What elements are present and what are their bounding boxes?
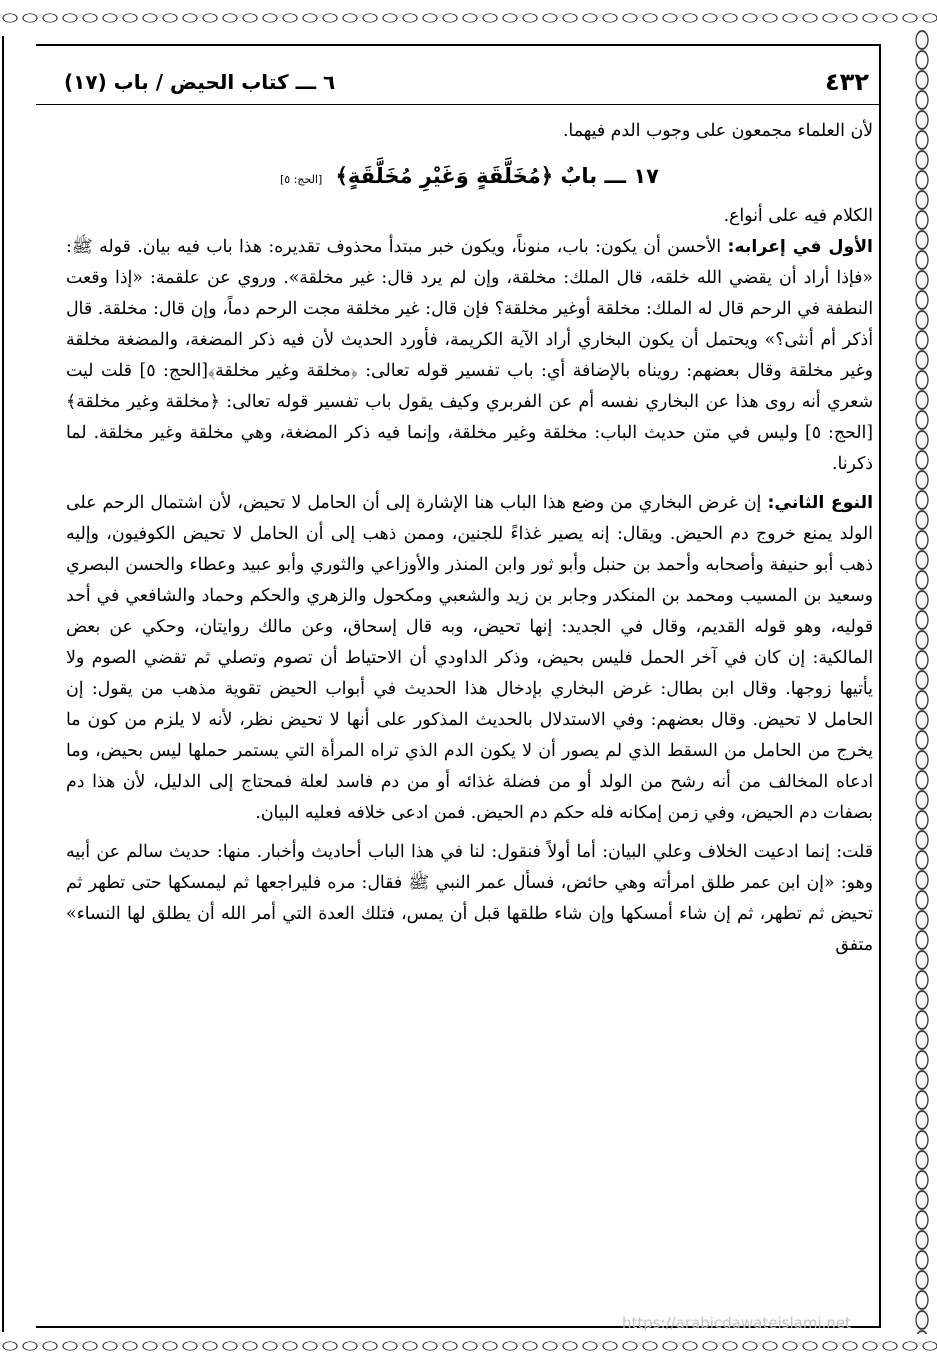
paragraph-1 (66, 201, 873, 232)
right-ornamental-border (911, 30, 933, 1334)
chapter-heading-text: ١٧ ـــ بابٌ ﴿مُخَلَّقَةٍ وَغَيْرِ مُخَلَّقَةٍ﴾ (335, 164, 659, 188)
chapter-heading-ref: [الحج: ٥] (279, 173, 323, 186)
page-header (36, 64, 879, 105)
top-ornamental-border (0, 6, 937, 30)
running-title: ٦ ـــ كتاب الحيض / باب (١٧) (64, 70, 336, 94)
paragraph-4-text: قلت: إنما ادعيت الخلاف وعلي البيان: أما أولاً فنقول: لنا في هذا الباب أحاديث وأخبار. منها: حديث سالم عن أبيه وهو: «إن ابن عمر طلق امرأته وهي حائض، فسأل عمر النبي ﷺ فقال: مره فليراجعها ثم ليمسكها حتى تطهر ثم تحيض ثم تطهر، ثم إن شاء أمسكها وإن شاء طلقها قبل أن يمس، فتلك العدة التي أمر الله أن يطلق لها النساء» متفق (66, 842, 873, 955)
paragraph-4 (66, 837, 873, 961)
paragraph-3-lead: النوع الثاني: (767, 493, 874, 513)
page-frame (36, 44, 881, 1328)
page-body (66, 116, 873, 1322)
left-border-rule (2, 36, 4, 1332)
chapter-heading (66, 161, 873, 195)
paragraph-2-text: الأحسن أن يكون: باب، منوناً، ويكون خبر مبتدأ محذوف تقديره: هذا باب فيه بيان. قوله ﷺ: «فإذا أراد أن يقضي الله خلقه، قال الملك: مخلقة، وإن لم يرد قال: غير مخلقة». وروي عن علقمة: «إذا وقعت النطفة في الرحم قال له الملك: مخلقة أوغير مخلقة؟ فإن قال: غير مخلقة مجت الرحم دماً، وإن قال: مخلقة. قال أذكر أم أنثى؟» ويحتمل أن يكون البخاري أراد الآية الكريمة، فأورد الحديث لأن فيه ذكر المضغة، والمضغة مخلقة وغير مخلقة وقال بعضهم: رويناه بالإضافة أي: باب تفسير قوله تعالى: ﴿مخلقة وغير مخلقة﴾[الحج: ٥] قلت ليت شعري أنه روى هذا عن البخاري نفسه أم عن الفربري وكيف يقول باب تفسير قوله تعالى: ﴿مخلقة وغير مخلقة﴾ [الحج: ٥] وليس في متن حديث الباب: مخلقة وغير مخلقة، وإنما فيه ذكر المضغة، وهي مخلقة وغير مخلقة. لما ذكرنا. (66, 237, 874, 474)
paragraph-2-lead: الأول في إعرابه: (727, 237, 873, 257)
paragraph-2 (66, 232, 873, 480)
watermark-url: https://arabicdawateislami.net (621, 1314, 851, 1332)
page-number: ٤٣٢ (825, 68, 869, 96)
intro-line: لأن العلماء مجمعون على وجوب الدم فيهما. (562, 121, 873, 141)
paragraph-3-text: إن غرض البخاري من وضع هذا الباب هنا الإشارة إلى أن الحامل لا تحيض، لأن اشتمال الرحم على الولد يمنع خروج دم الحيض. ويقال: إنه يصير غذاءً للجنين، وممن ذهب إلى أن الحامل لا تحيض الكوفيون، وإليه ذهب أبو حنيفة وأصحابه وأحمد بن حنبل وأبو ثور وابن المنذر والأوزاعي والثوري وأبو عبيد وعطاء والحسن البصري وسعيد بن المسيب ومحمد بن المنكدر وجابر بن زيد والشعبي ومكحول والزهري والحكم وحماد والشافعي في أحد قوليه، وهو قوله القديم، وقال في الجديد: إنها تحيض، وبه قال إسحاق، وعن مالك روايتان، وحكي عن بعض المالكية: إن كان في آخر الحمل فليس بحيض، وذكر الداودي أن الاحتياط أن تصوم وتصلي ثم تقضي الصوم ولا يأتيها زوجها. وقال ابن بطال: غرض البخاري بإدخال هذا الحديث في أبواب الحيض تقوية مذهب من يقول: إن الحامل لا تحيض. وقال بعضهم: وفي الاستدلال بالحديث المذكور على أنها لا تحيض نظر، لأنه لا يلزم من كون ما يخرج من الحامل من السقط الذي لم يصور أن لا يكون الدم الذي تراه المرأة التي يستمر حملها ليس بحيض، وما ادعاه المخالف من أنه رشح من الولد أو من فضلة غذائه أو من دم فاسد لعلة فمحتاج إلى الدليل، لأن هذا دم بصفات دم الحيض، وفي زمن إمكانه فله حكم دم الحيض. فمن ادعى خلافه فعليه البيان. (66, 493, 873, 823)
bottom-ornamental-border (0, 1334, 937, 1358)
paragraph-3 (66, 488, 873, 829)
paragraph-1-text: الكلام فيه على أنواع. (723, 206, 873, 226)
